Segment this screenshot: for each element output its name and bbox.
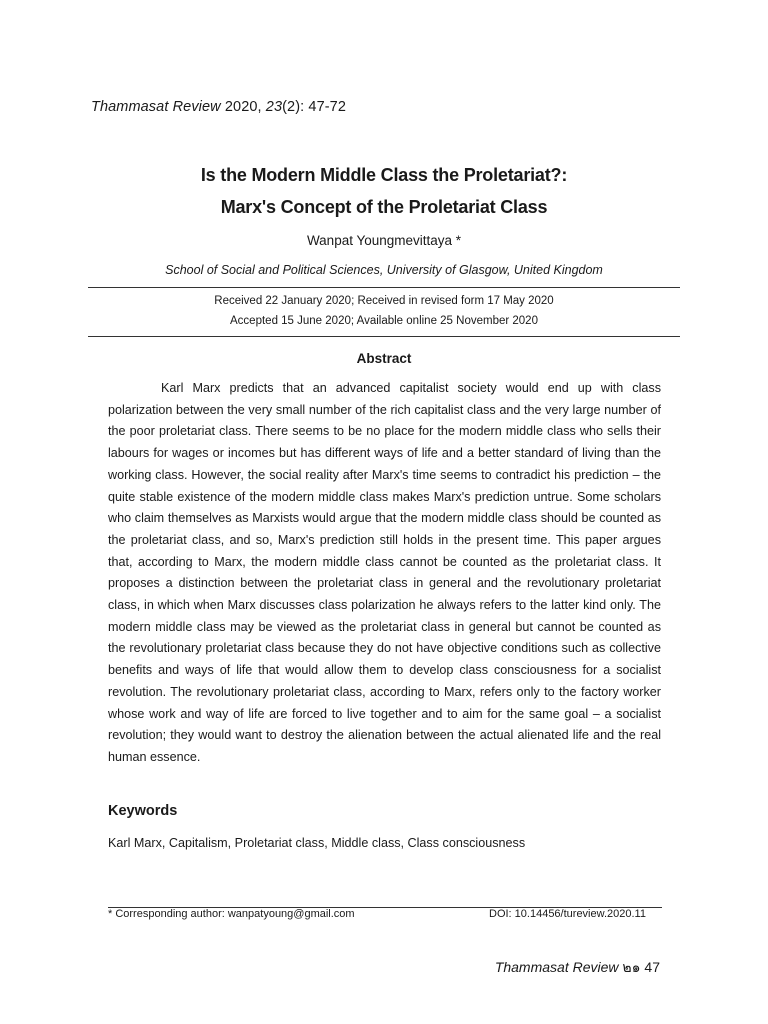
- abstract-heading: Abstract: [356, 351, 412, 366]
- journal-citation: [91, 99, 346, 115]
- page-number: 47: [644, 959, 660, 975]
- divider-top: [88, 287, 680, 288]
- keywords-list: Karl Marx, Capitalism, Proletariat class, Middle class, Class consciousness: [108, 836, 526, 850]
- author-affiliation: School of Social and Political Sciences, University of Glasgow, United Kingdom: [165, 263, 603, 277]
- abstract-text: Karl Marx predicts that an advanced capitalist society would end up with class polarization between the very small number of the rich capitalist class and the very large number of the poor proletariat class. There seems to be no place for the modern middle class who sells their labours for wages or incomes but has different ways of life and a better standard of living than the working class. However, the social reality after Marx's time seems to contradict his prediction – the quite stable existence of the modern middle class makes Marx's prediction untrue. Some scholars who claim themselves as Marxists would argue that the modern middle class should be counted as the proletariat class, and so, Marx's prediction still holds in the present time. This paper argues that, according to Marx, the modern middle class cannot be counted as the proletariat class. It proposes a distinction between the proletariat class in general and the revolutionary proletariat class, in which when Marx discusses class polarization he always refers to the latter kind only. The modern middle class may be viewed as the proletariat class in general but cannot be counted as the revolutionary proletariat class because they do not have objective conditions such as collective benefits and ways of life that would allow them to develop class consciousness for a socialist revolution. The revolutionary proletariat class, according to Marx, refers only to the factory worker whose work and way of life are forced to live together and to aim for the same goal – a socialist revolution; they would want to destroy the alienation between the actual alienated life and the real human essence.: [108, 381, 661, 764]
- author-name: Wanpat Youngmevittaya *: [306, 233, 462, 248]
- journal-issue-pages: (2): 47-72: [282, 99, 346, 115]
- journal-name: Thammasat Review: [91, 99, 221, 115]
- running-footer: [495, 957, 660, 979]
- thai-numeral: ๒๑: [618, 959, 645, 975]
- corresponding-author: * Corresponding author: wanpatyoung@gmail.com: [108, 908, 355, 920]
- article-title-line-2: Marx's Concept of the Proletariat Class: [220, 197, 548, 217]
- journal-volume: 23: [265, 99, 283, 115]
- divider-bottom: [88, 336, 680, 337]
- accepted-dates: Accepted 15 June 2020; Available online 25 November 2020: [230, 315, 538, 327]
- received-dates: Received 22 January 2020; Received in revised form 17 May 2020: [214, 295, 554, 307]
- doi: DOI: 10.14456/tureview.2020.11: [489, 908, 646, 920]
- article-title-line-1: Is the Modern Middle Class the Proletariat?:: [200, 165, 568, 185]
- keywords-heading: Keywords: [108, 803, 178, 819]
- running-journal-name: Thammasat Review: [494, 959, 619, 975]
- journal-year: 2020,: [220, 99, 266, 115]
